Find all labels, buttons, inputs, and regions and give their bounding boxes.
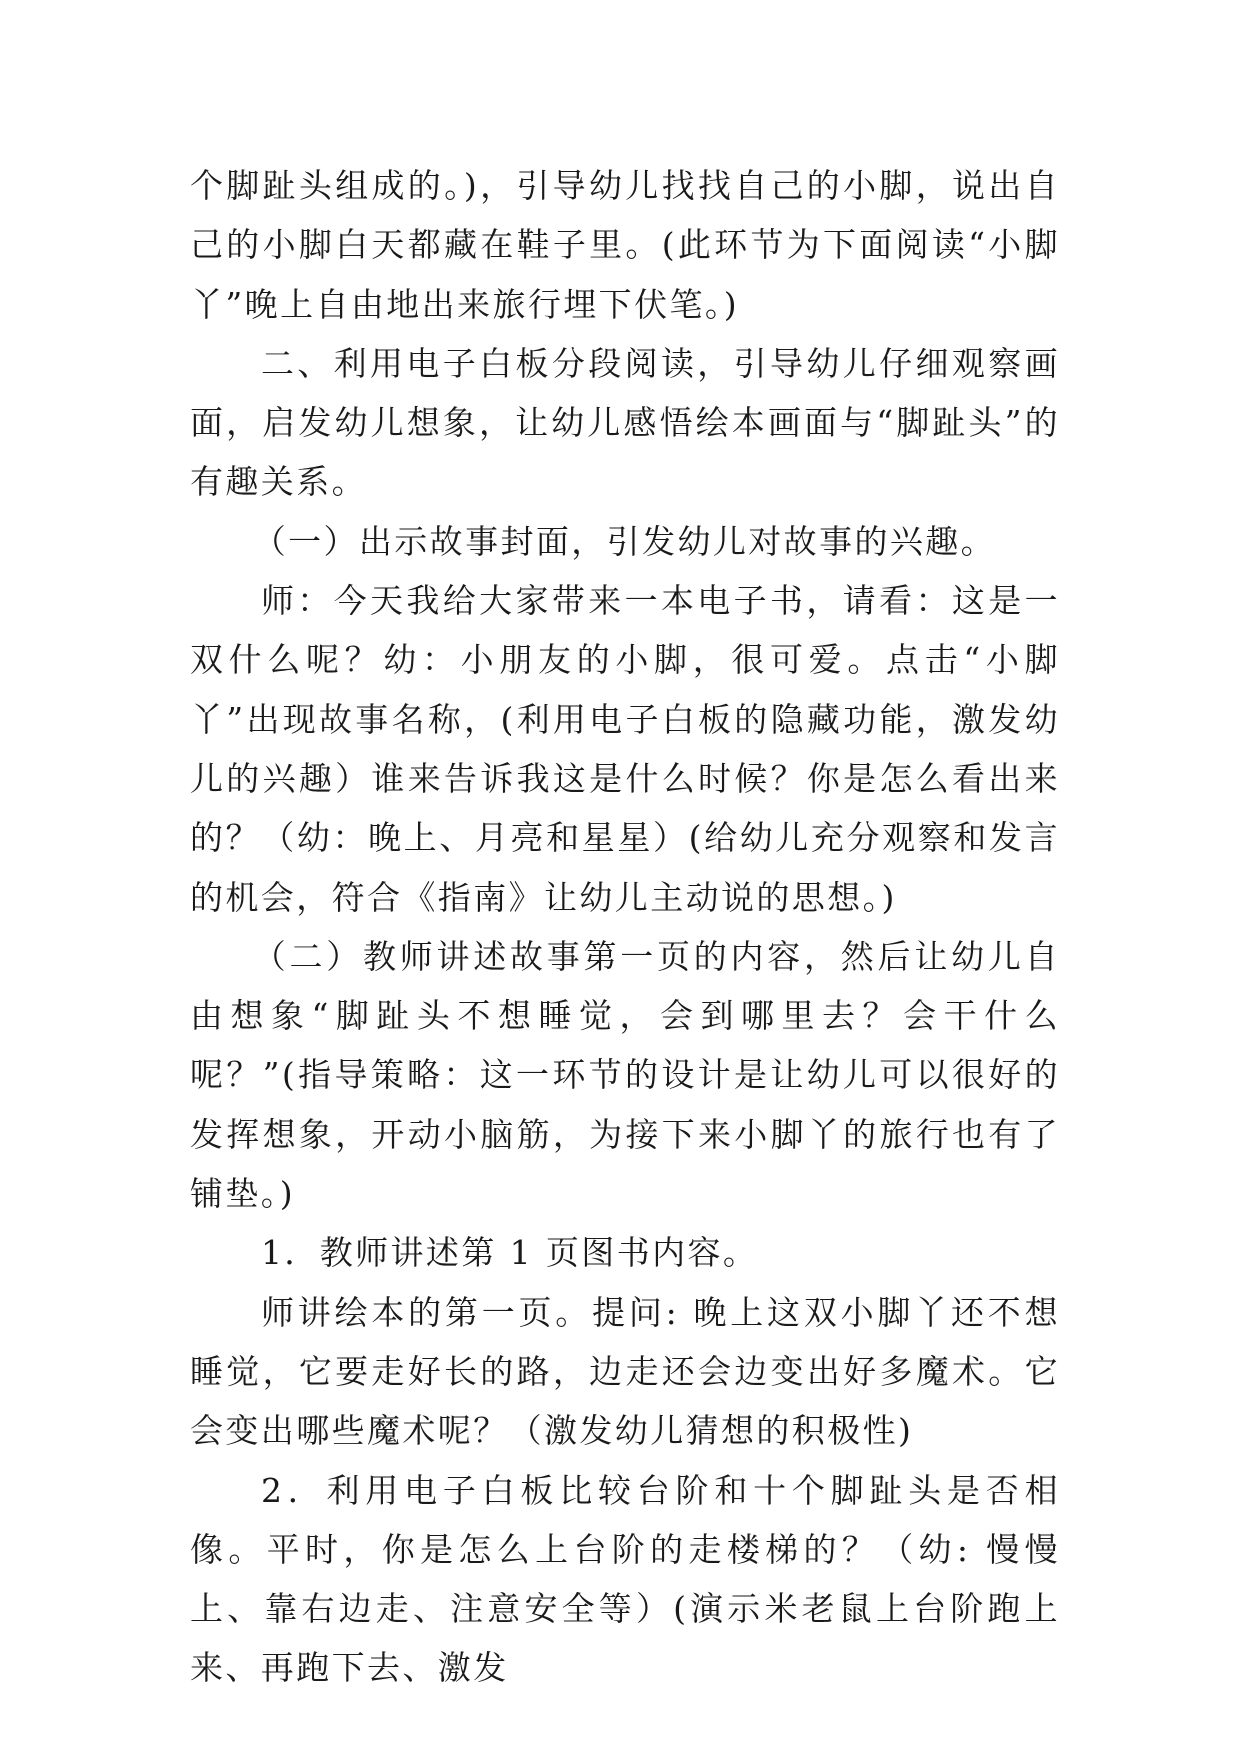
paragraph-8: 2．利用电子白板比较台阶和十个脚趾头是否相像。平时，你是怎么上台阶的走楼梯的？（幼: 慢慢上、靠右边走、注意安全等）(演示米老鼠上台阶跑上来、再跑下去、激发 [190, 1470, 1060, 1688]
paragraph-6: 1．教师讲述第 1 页图书内容。 [260, 1233, 759, 1273]
paragraph-7: 师讲绘本的第一页。提问: 晚上这双小脚丫还不想睡觉，它要走好长的路，边走还会边变出好多魔术。它会变出哪些魔术呢？（激发幼儿猜想的积极性) [190, 1292, 1060, 1451]
paragraph-5: （二）教师讲述故事第一页的内容，然后让幼儿自由想象“脚趾头不想睡觉，会到哪里去？会干什么呢？”(指导策略：这一环节的设计是让幼儿可以很好的发挥想象，开动小脑筋，为接下来小脚丫的旅行也有了铺垫。) [190, 936, 1060, 1214]
document-body [190, 156, 1060, 1698]
paragraph-4: 师：今天我给大家带来一本电子书，请看：这是一双什么呢？幼：小朋友的小脚，很可爱。点击“小脚丫”出现故事名称，(利用电子白板的隐藏功能，激发幼儿的兴趣）谁来告诉我这是什么时候？你是怎么看出来的？（幼：晚上、月亮和星星）(给幼儿充分观察和发言的机会，符合《指南》让幼儿主动说的思想。) [190, 581, 1060, 917]
paragraph-1: 个脚趾头组成的。)，引导幼儿找找自己的小脚，说出自己的小脚白天都藏在鞋子里。(此环节为下面阅读“小脚丫”晚上自由地出来旅行埋下伏笔。) [190, 166, 1060, 324]
paragraph-3: （一）出示故事封面，引发幼儿对故事的兴趣。 [252, 521, 997, 561]
paragraph-2: 二、利用电子白板分段阅读，引导幼儿仔细观察画面，启发幼儿想象，让幼儿感悟绘本画面与“脚趾头”的有趣关系。 [190, 343, 1060, 502]
